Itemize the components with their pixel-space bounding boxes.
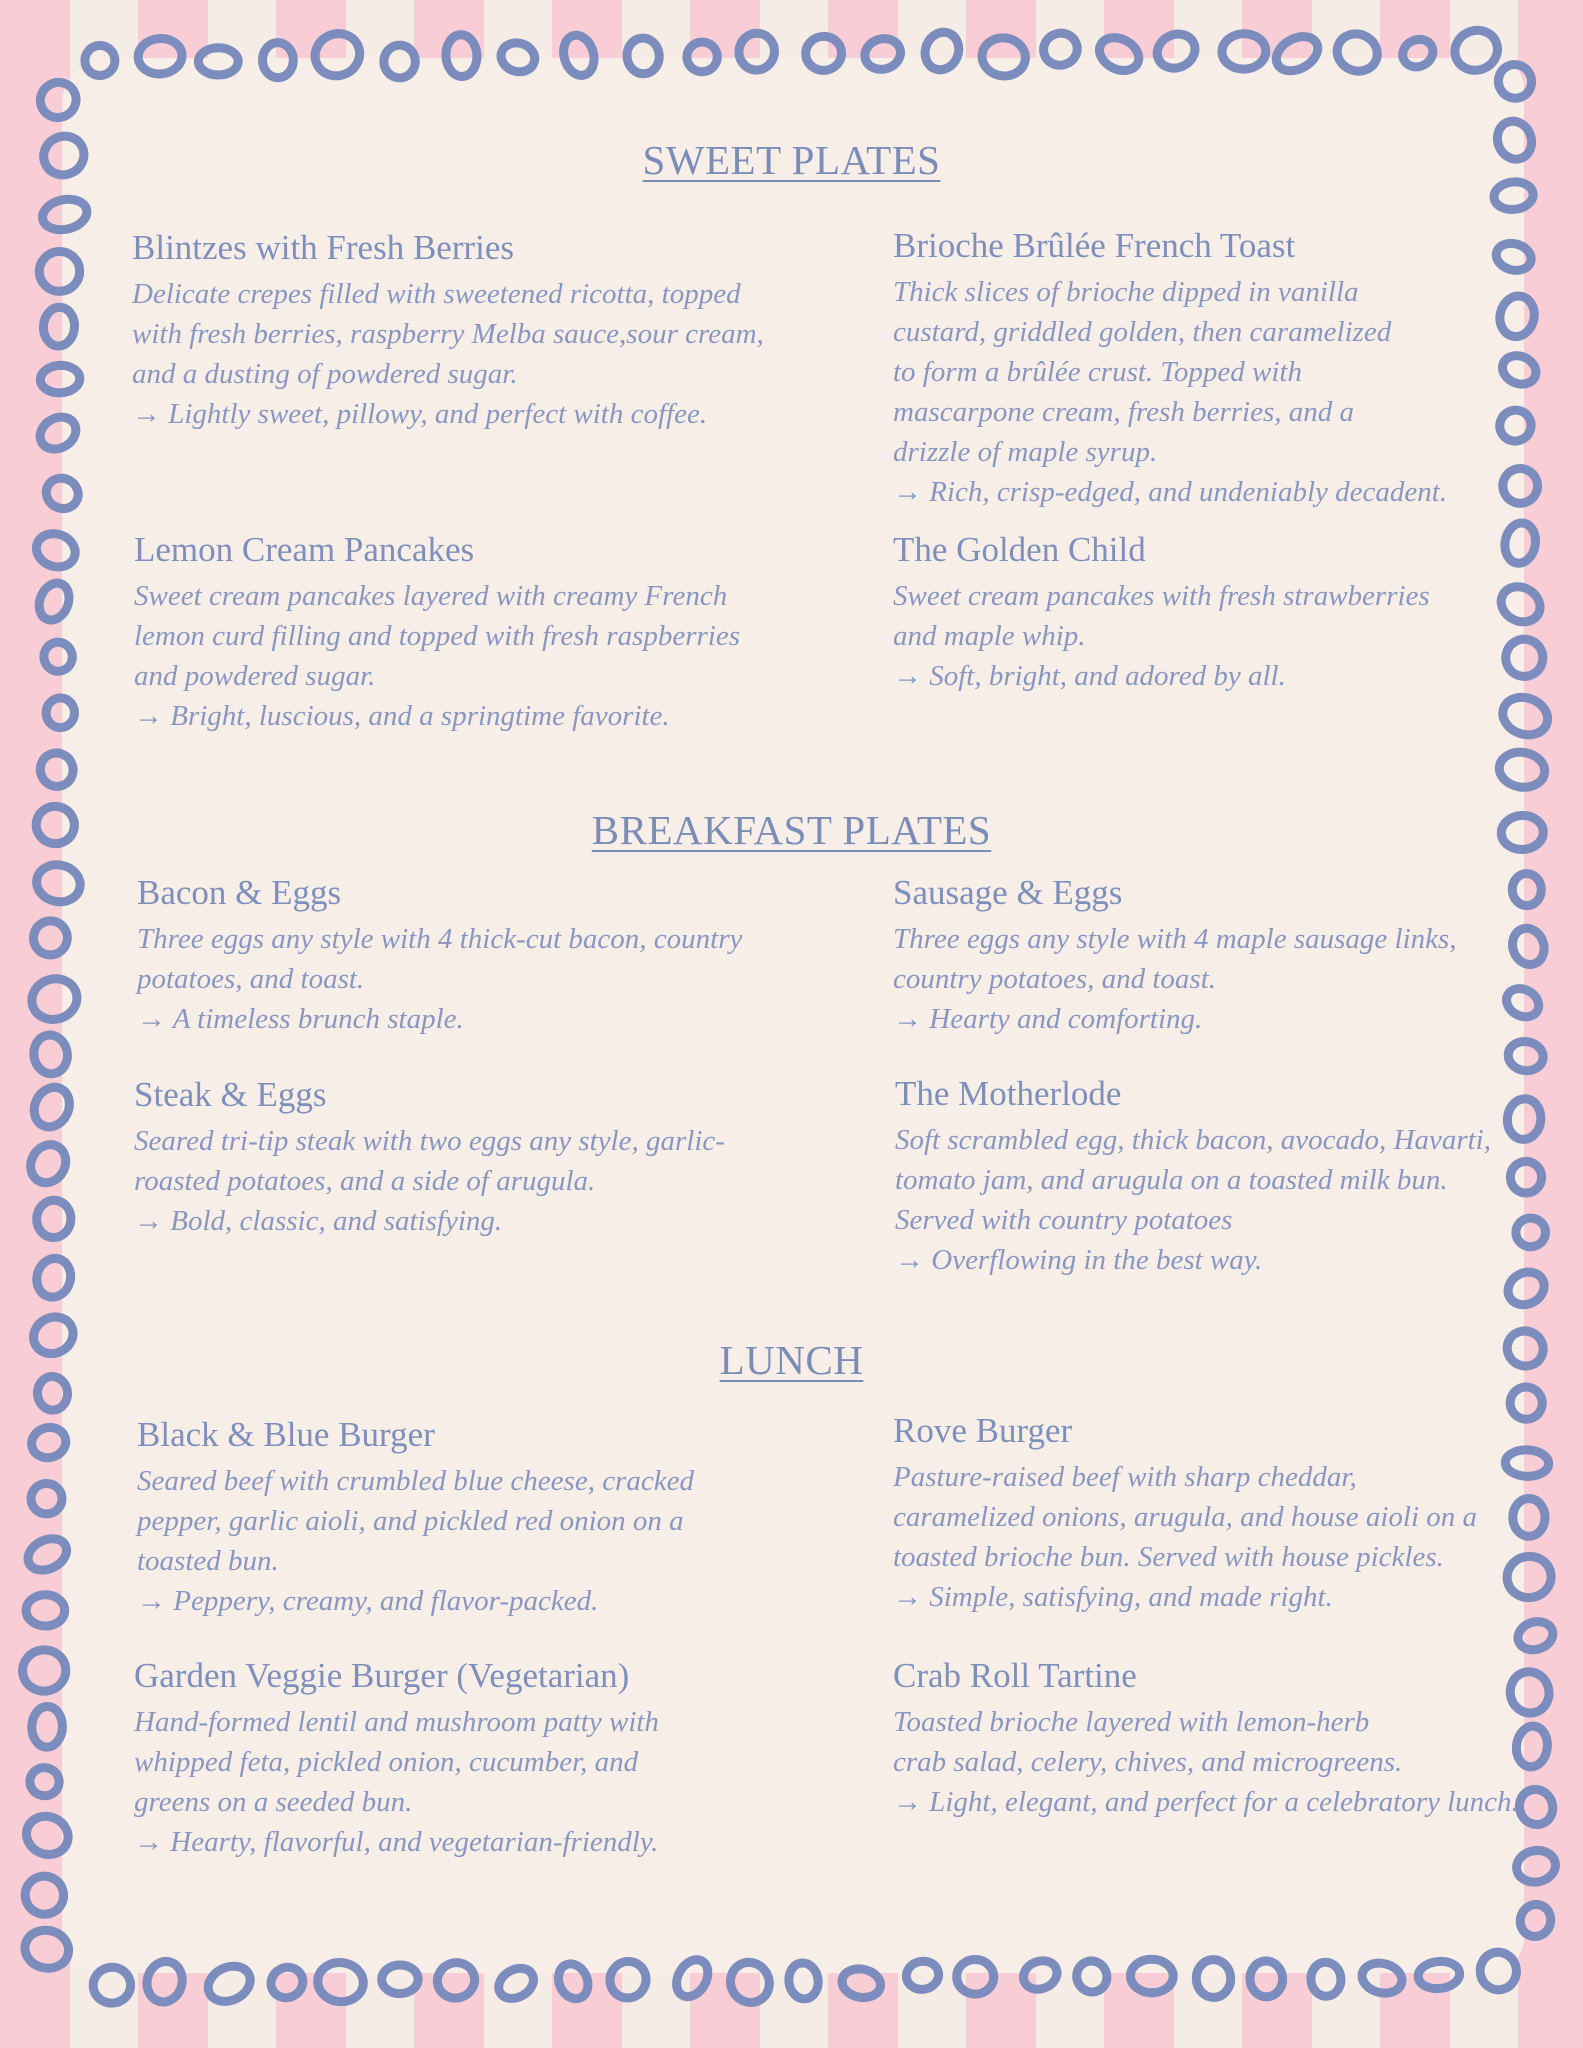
doodle-ring	[309, 27, 367, 83]
doodle-ring	[1513, 1499, 1545, 1537]
doodle-ring	[84, 45, 116, 77]
doodle-ring	[202, 1960, 255, 2008]
item-description: Thick slices of brioche dipped in vanilla custard, griddled golden, then caramelized to form a brûlée crust. Topped with mascarpone cream, fresh berries, and a drizzle of maple syrup. → Rich, crisp-edged, and undeniably decadent.	[893, 276, 1448, 508]
doodle-ring	[1449, 24, 1503, 76]
menu-item-garden-veggie-burger	[134, 1656, 659, 1862]
doodle-ring	[35, 748, 78, 792]
doodle-ring	[266, 1962, 308, 2003]
doodle-ring	[1501, 635, 1547, 681]
doodle-ring	[45, 697, 75, 729]
item-description: Delicate crepes filled with sweetened ricotta, topped with fresh berries, raspberry Melba sauce,sour cream, and a dusting of powdered sugar. → Lightly sweet, pillowy, and perfect with coffee.	[132, 278, 764, 430]
doodle-ring	[920, 27, 965, 75]
doodle-ring	[1508, 924, 1550, 969]
item-name: Steak & Eggs	[134, 1075, 327, 1114]
item-description: Three eggs any style with 4 maple sausage links, country potatoes, and toast. → Hearty and comforting.	[893, 923, 1457, 1035]
doodle-ring	[31, 1032, 71, 1076]
doodle-ring	[559, 32, 599, 79]
item-name: Lemon Cream Pancakes	[134, 530, 475, 569]
doodle-ring	[34, 411, 81, 456]
doodle-ring	[1497, 463, 1543, 509]
item-name: The Golden Child	[893, 530, 1146, 569]
doodle-ring	[35, 1199, 72, 1238]
doodle-ring	[1398, 34, 1437, 71]
doodle-ring	[31, 1483, 63, 1514]
doodle-ring	[1502, 521, 1539, 566]
doodle-ring	[33, 861, 83, 906]
item-name: Rove Burger	[893, 1411, 1073, 1450]
doodle-ring	[1359, 1959, 1405, 1997]
doodle-ring	[493, 1962, 539, 2004]
item-name: Crab Roll Tartine	[893, 1656, 1137, 1695]
doodle-ring	[21, 1926, 72, 1972]
doodle-ring	[1514, 1847, 1558, 1885]
doodle-ring	[1332, 28, 1383, 77]
item-description: Three eggs any style with 4 thick-cut bacon, country potatoes, and toast. → A timeless brunch staple.	[137, 923, 743, 1035]
doodle-ring	[1497, 749, 1547, 791]
doodle-ring	[1477, 1949, 1520, 1993]
doodle-ring	[980, 35, 1028, 79]
doodle-ring	[34, 579, 74, 625]
doodle-ring	[23, 1533, 72, 1577]
doodle-ring	[1496, 293, 1538, 340]
doodle-ring	[433, 1958, 479, 2003]
doodle-ring	[40, 364, 81, 393]
doodle-ring	[34, 76, 82, 124]
doodle-ring	[143, 1957, 187, 2005]
doodle-ring	[805, 35, 843, 71]
doodle-ring	[42, 306, 76, 347]
item-description: Sweet cream pancakes layered with creamy French lemon curd filling and topped with fresh raspberries and powdered sugar. → Bright, luscious, and a springtime favorite.	[134, 580, 741, 732]
doodle-ring	[1514, 1724, 1550, 1768]
doodle-ring	[1152, 28, 1201, 74]
doodle-ring	[31, 1706, 63, 1748]
doodle-ring	[1249, 1960, 1284, 1998]
item-description: Seared tri-tip steak with two eggs any style, garlic- roasted potatoes, and a side of arugula. → Bold, classic, and satisfying.	[134, 1125, 725, 1237]
doodle-ring	[1417, 1959, 1461, 1990]
doodle-ring	[28, 1081, 76, 1133]
item-name: Sausage & Eggs	[893, 873, 1123, 912]
doodle-ring	[1270, 30, 1323, 78]
section-title-lunch: LUNCH	[719, 1337, 864, 1383]
menu-item-steak-eggs	[134, 1075, 725, 1241]
doodle-ring	[553, 1959, 593, 2003]
doodle-ring	[1495, 580, 1546, 628]
item-name: Blintzes with Fresh Berries	[132, 228, 515, 267]
doodle-ring	[1130, 1959, 1173, 1993]
doodle-ring	[1502, 1266, 1549, 1311]
item-name: The Motherlode	[895, 1074, 1122, 1113]
menu-item-sausage-eggs	[893, 873, 1457, 1039]
doodle-ring	[1514, 1617, 1556, 1654]
doodle-ring	[28, 1424, 69, 1462]
item-description: Seared beef with crumbled blue cheese, cracked pepper, garlic aioli, and pickled red onion on a toasted bun. → Peppery, creamy, and flavor-packed.	[137, 1465, 694, 1617]
menu-item-golden-child	[893, 530, 1430, 696]
item-description: Hand-formed lentil and mushroom patty with whipped feta, pickled onion, cucumber, and greens on a seeded bun. → Hearty, flavorful, and vegetarian-friendly.	[134, 1706, 659, 1858]
doodle-ring	[956, 1959, 994, 1995]
doodle-ring	[1505, 1554, 1554, 1600]
doodle-ring	[861, 35, 904, 74]
doodle-ring	[28, 1766, 61, 1798]
doodle-ring	[19, 1870, 70, 1920]
doodle-ring	[1516, 1218, 1546, 1247]
doodle-ring	[1516, 1900, 1555, 1941]
doodle-ring	[1040, 29, 1082, 69]
doodle-ring	[1514, 1784, 1558, 1829]
item-name: Garden Veggie Burger (Vegetarian)	[134, 1656, 630, 1695]
doodle-ring	[670, 1954, 714, 2002]
doodle-ring	[1494, 405, 1536, 447]
doodle-ring	[1493, 240, 1534, 274]
doodle-ring	[723, 1955, 776, 2009]
doodle-ring	[1493, 180, 1535, 211]
doodle-ring	[198, 48, 238, 75]
doodle-ring	[1221, 33, 1266, 70]
doodle-ring	[625, 37, 661, 76]
doodle-ring	[1497, 691, 1552, 741]
doodle-ring	[40, 195, 90, 233]
doodle-ring	[381, 1965, 418, 1994]
doodle-ring	[383, 44, 416, 78]
doodle-ring	[445, 34, 478, 77]
doodle-ring	[32, 528, 80, 572]
doodle-ring	[1498, 351, 1540, 389]
doodle-ring	[1196, 1959, 1232, 1998]
doodle-ring	[41, 473, 83, 514]
doodle-ring	[840, 1966, 883, 2001]
doodle-ring	[315, 1960, 365, 2004]
item-name: Bacon & Eggs	[137, 873, 342, 912]
menu-item-blintzes	[132, 228, 764, 434]
doodle-ring	[498, 39, 539, 76]
menu-item-black-blue-burger	[137, 1415, 694, 1621]
menu-item-rove-burger	[893, 1411, 1477, 1617]
doodle-ring	[1072, 1956, 1112, 1997]
doodle-ring	[1493, 59, 1537, 104]
item-description: Toasted brioche layered with lemon-herb crab salad, celery, chives, and microgreens. → Light, elegant, and perfect for a celebratory lunch.	[893, 1706, 1519, 1818]
doodle-ring	[904, 1959, 941, 1992]
doodle-ring	[1505, 1097, 1542, 1141]
doodle-ring	[27, 974, 82, 1025]
section-title-sweet-plates: SWEET PLATES	[642, 137, 941, 183]
menu-item-crab-roll-tartine	[893, 1656, 1519, 1822]
doodle-ring	[26, 1594, 65, 1626]
item-name: Black & Blue Burger	[137, 1415, 435, 1454]
doodle-ring	[1509, 1160, 1543, 1194]
item-description: Soft scrambled egg, thick bacon, avocado, Havarti, tomato jam, and arugula on a toasted milk bun. Served with country potatoes → Overflowing in the best way.	[895, 1124, 1491, 1276]
doodle-ring	[1505, 1449, 1549, 1477]
doodle-ring	[29, 917, 71, 959]
doodle-ring	[21, 1648, 68, 1693]
menu-item-bacon-eggs	[137, 873, 742, 1039]
doodle-ring	[1506, 1039, 1545, 1073]
doodle-ring	[137, 37, 184, 76]
doodle-ring	[1019, 1956, 1061, 1994]
doodle-ring	[38, 250, 82, 293]
doodle-ring	[787, 1961, 821, 2001]
doodle-ring	[1502, 983, 1544, 1022]
doodle-ring	[41, 640, 75, 674]
doodle-ring	[91, 1965, 132, 2005]
doodle-ring	[1094, 31, 1144, 77]
doodle-ring	[736, 31, 777, 73]
doodle-ring	[33, 1255, 75, 1301]
menu-item-brioche-french-toast	[893, 226, 1447, 512]
item-description: Sweet cream pancakes with fresh strawberries and maple whip. → Soft, bright, and adored by all.	[893, 580, 1430, 692]
doodle-ring	[1505, 1381, 1548, 1424]
section-title-breakfast-plates: BREAKFAST PLATES	[591, 807, 992, 853]
doodle-ring	[262, 42, 293, 78]
doodle-ring	[1309, 1961, 1342, 1997]
doodle-ring	[686, 41, 718, 72]
doodle-ring	[21, 1810, 74, 1860]
item-description: Pasture-raised beef with sharp cheddar, caramelized onions, arugula, and house aioli on a toasted brioche bun. Served with house pickles. → Simple, satisfying, and made right.	[893, 1461, 1478, 1613]
menu-item-lemon-cream-pancakes	[134, 530, 740, 736]
item-name: Brioche Brûlée French Toast	[893, 226, 1296, 265]
doodle-ring	[24, 1138, 72, 1189]
doodle-ring	[604, 1955, 653, 2004]
doodle-ring	[1512, 873, 1542, 906]
menu-item-motherlode	[895, 1074, 1491, 1280]
